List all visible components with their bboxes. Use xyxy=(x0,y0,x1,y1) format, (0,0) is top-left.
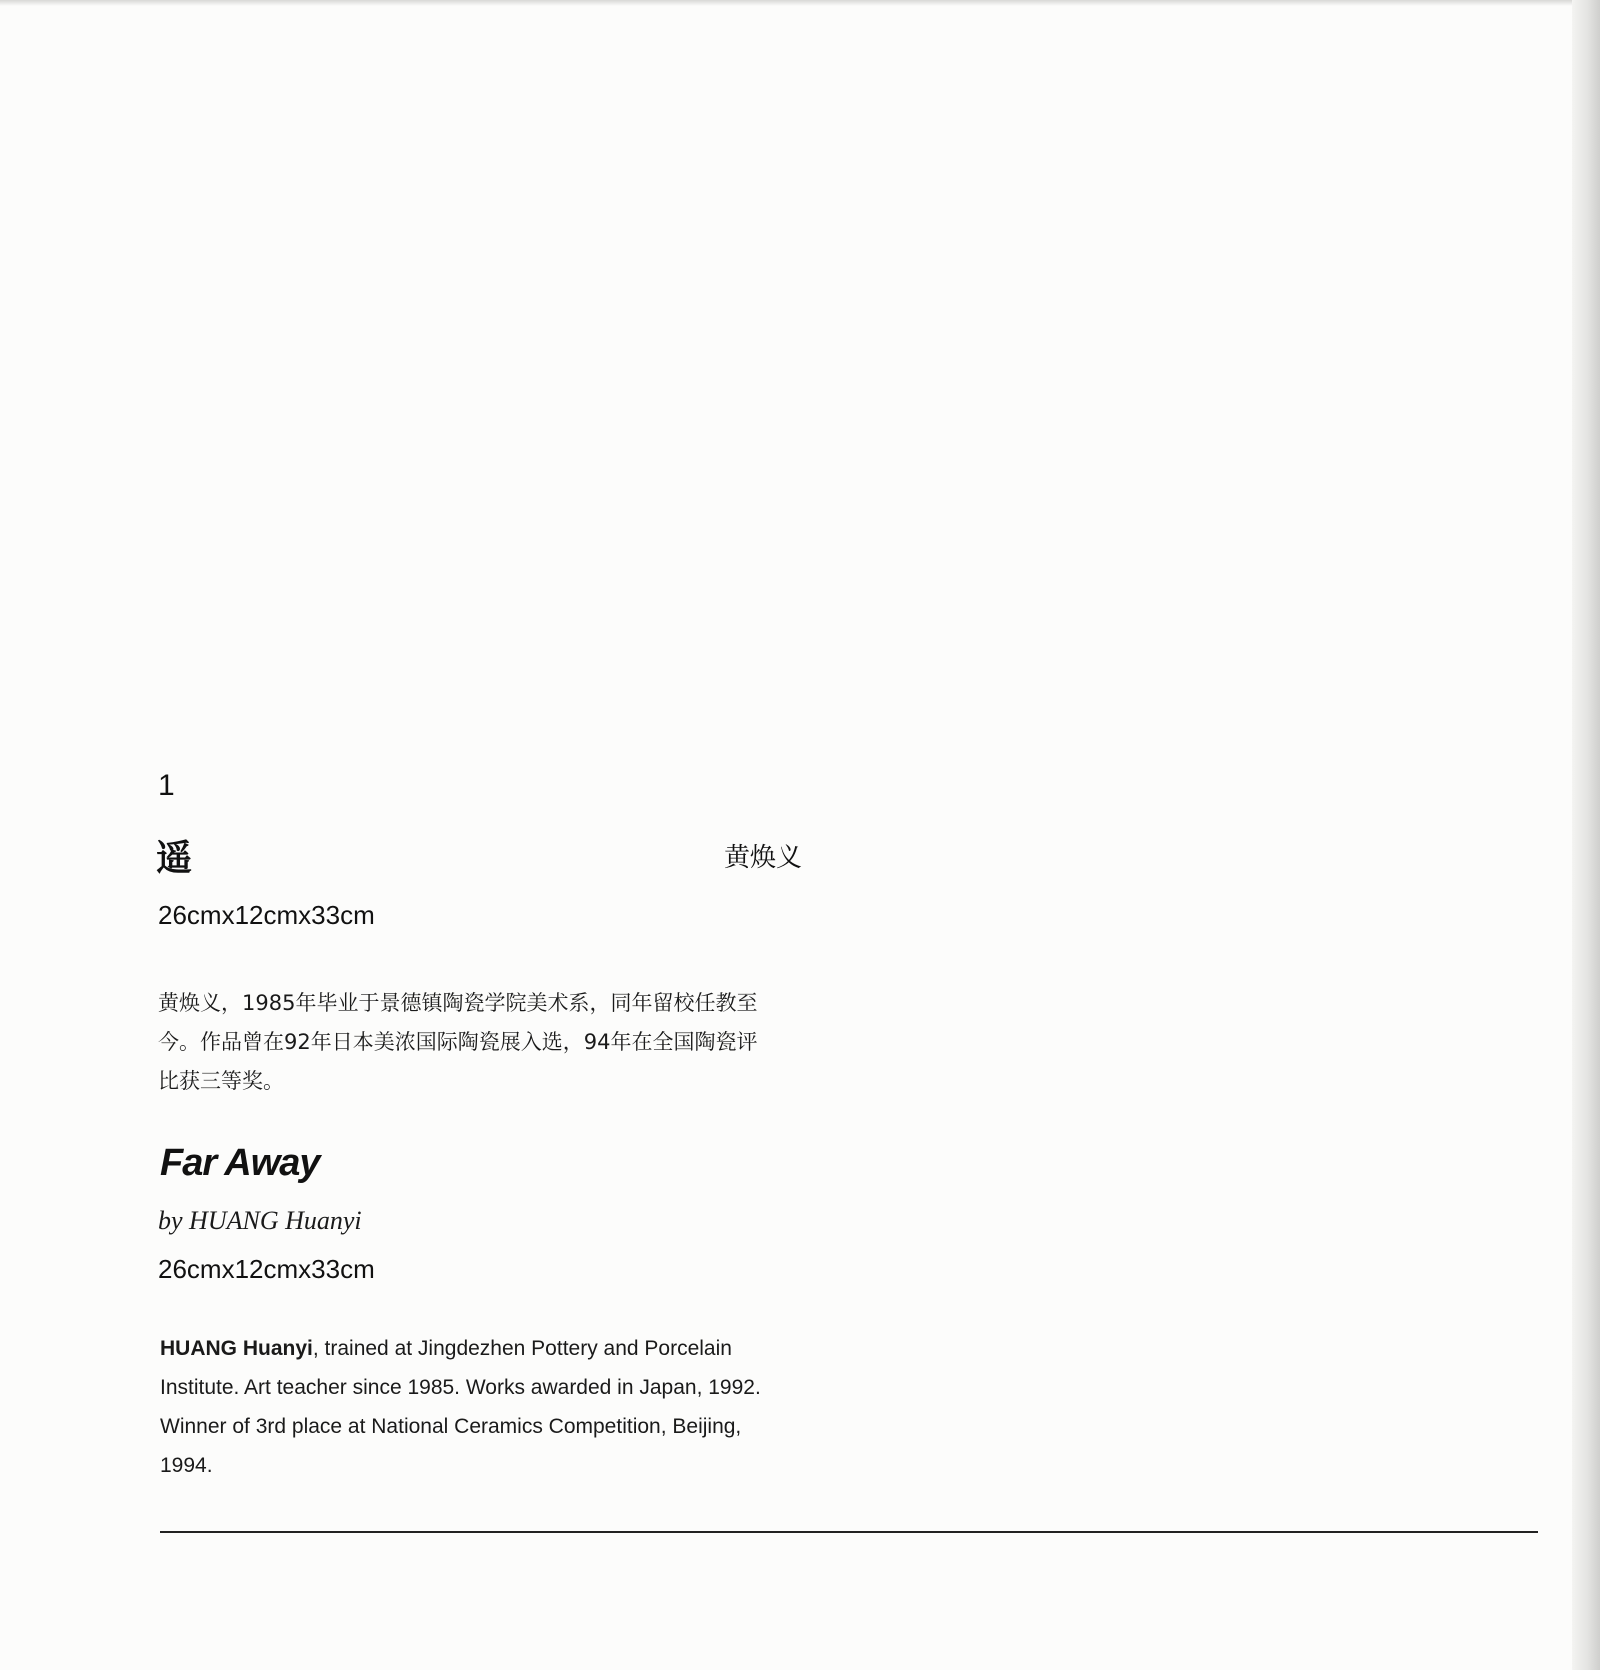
biography-artist-name: HUANG Huanyi xyxy=(160,1337,313,1360)
page-right-edge xyxy=(1572,0,1600,1670)
byline-english: by HUANG Huanyi xyxy=(158,1206,362,1235)
biography-english-line: 1994. xyxy=(160,1454,213,1477)
biography-chinese xyxy=(158,984,918,1101)
biography-chinese-line: 黄焕义，1985年毕业于景德镇陶瓷学院美术系，同年留校任教至 xyxy=(158,991,758,1015)
page-top-shadow xyxy=(0,0,1600,6)
biography-english xyxy=(160,1329,920,1485)
biography-english-text: , trained at Jingdezhen Pottery and Porcelain xyxy=(312,1337,732,1360)
title-english: Far Away xyxy=(160,1142,320,1184)
biography-english-line: Institute. Art teacher since 1985. Works awarded in Japan, 1992. xyxy=(160,1376,761,1399)
biography-chinese-line: 今。作品曾在92年日本美浓国际陶瓷展入选，94年在全国陶瓷评 xyxy=(158,1030,758,1054)
artist-name-chinese: 黄焕义 xyxy=(724,843,803,873)
plate-number: 1 xyxy=(158,769,175,802)
title-chinese: 遥 xyxy=(156,838,193,879)
biography-english-line: Winner of 3rd place at National Ceramics Competition, Beijing, xyxy=(160,1415,742,1438)
bottom-divider xyxy=(160,1531,1538,1533)
dimensions-chinese-section: 26cmx12cmx33cm xyxy=(158,900,375,930)
biography-chinese-line: 比获三等奖。 xyxy=(158,1069,284,1093)
dimensions-english-section: 26cmx12cmx33cm xyxy=(158,1254,375,1284)
biography-english-line xyxy=(160,1329,920,1368)
